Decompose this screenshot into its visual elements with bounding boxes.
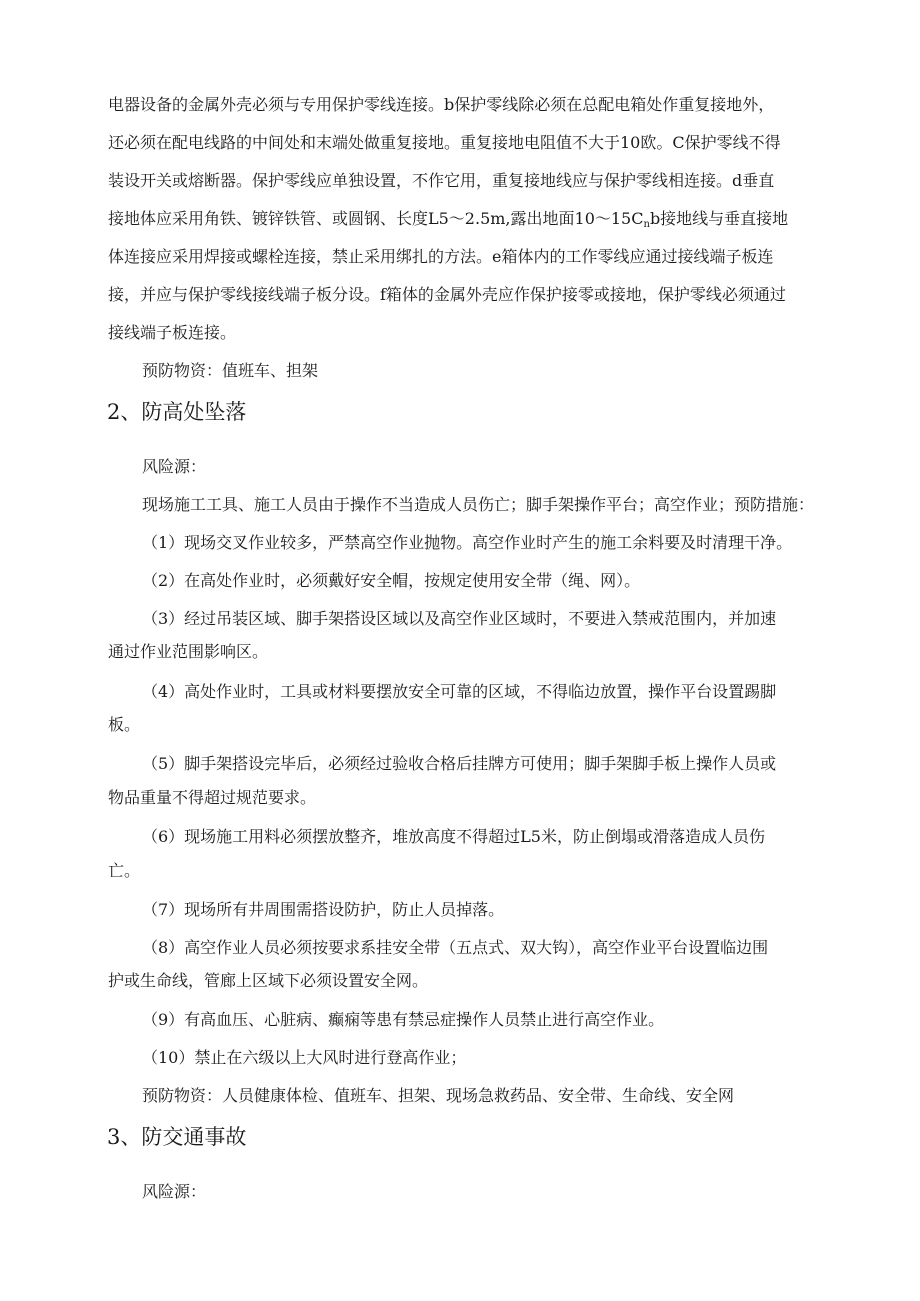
- list-item: （6）现场施工用料必须摆放整齐，堆放高度不得超过L5米，防止倒塌或滑落造成人员伤: [142, 827, 765, 846]
- list-item: （8）高空作业人员必须按要求系挂安全带（五点式、双大钩），高空作业平台设置临边围: [142, 938, 769, 957]
- paragraph-line: 还必须在配电线路的中间处和末端处做重复接地。重复接地电阻值不大于10欧。C保护零线不得: [108, 133, 781, 152]
- list-item-continuation: 物品重量不得超过规范要求。: [108, 788, 317, 807]
- risk-description: 现场施工工具、施工人员由于操作不当造成人员伤亡；脚手架操作平台；高空作业；预防措施：: [142, 495, 815, 514]
- list-item: （2）在高处作业时，必须戴好安全帽，按规定使用安全带（绳、网）。: [142, 571, 641, 590]
- paragraph-text: 接地体应采用角铁、镀锌铁管、或圆钢、长度L5～2.5m,露出地面10～15C: [108, 209, 644, 228]
- list-item-continuation: 通过作业范围影响区。: [108, 642, 269, 661]
- paragraph-line: 体连接应采用焊接或螺栓连接，禁止采用绑扎的方法。e箱体内的工作零线应通过接线端子板连: [108, 247, 774, 266]
- subscript-text: n: [643, 219, 650, 230]
- paragraph-text: b接地线与垂直接地: [649, 209, 789, 228]
- list-item: （10）禁止在六级以上大风时进行登高作业；: [142, 1048, 467, 1067]
- paragraph-line: 装设开关或熔断器。保护零线应单独设置，不作它用，重复接地线应与保护零线相连接。d垂直: [108, 171, 775, 190]
- paragraph-line: [108, 207, 788, 237]
- risk-label: 风险源：: [142, 1182, 207, 1201]
- list-item-continuation: 亡。: [108, 861, 141, 880]
- list-item: （9）有高血压、心脏病、癫痫等患有禁忌症操作人员禁止进行高空作业。: [142, 1010, 665, 1029]
- list-item: （7）现场所有井周围需搭设防护，防止人员掉落。: [142, 900, 505, 919]
- list-item: （3）经过吊装区域、脚手架搭设区域以及高空作业区域时，不要进入禁戒范围内，并加速: [142, 609, 777, 628]
- risk-label: 风险源：: [142, 457, 207, 476]
- section-heading: 3、防交通事故: [107, 1125, 247, 1149]
- list-item: （1）现场交叉作业较多，严禁高空作业抛物。高空作业时产生的施工余料要及时清理干净。: [142, 533, 793, 552]
- materials-line: 预防物资：人员健康体检、值班车、担架、现场急救药品、安全带、生命线、安全网: [142, 1086, 735, 1105]
- paragraph-line: 电器设备的金属外壳必须与专用保护零线连接。b保护零线除必须在总配电箱处作重复接地外，: [108, 95, 775, 114]
- paragraph-line: 接线端子板连接。: [108, 323, 237, 342]
- paragraph-line: 接，并应与保护零线接线端子板分设。f箱体的金属外壳应作保护接零或接地，保护零线必须通过: [108, 285, 786, 304]
- list-item-continuation: 板。: [108, 715, 141, 734]
- materials-line: 预防物资：值班车、担架: [142, 361, 319, 380]
- section-heading: 2、防高处坠落: [107, 400, 247, 424]
- list-item-continuation: 护或生命线，管廊上区域下必须设置安全网。: [108, 971, 429, 990]
- list-item: （4）高处作业时，工具或材料要摆放安全可靠的区域，不得临边放置，操作平台设置踢脚: [142, 682, 777, 701]
- list-item: （5）脚手架搭设完毕后，必须经过验收合格后挂牌方可使用；脚手架脚手板上操作人员或: [142, 754, 777, 773]
